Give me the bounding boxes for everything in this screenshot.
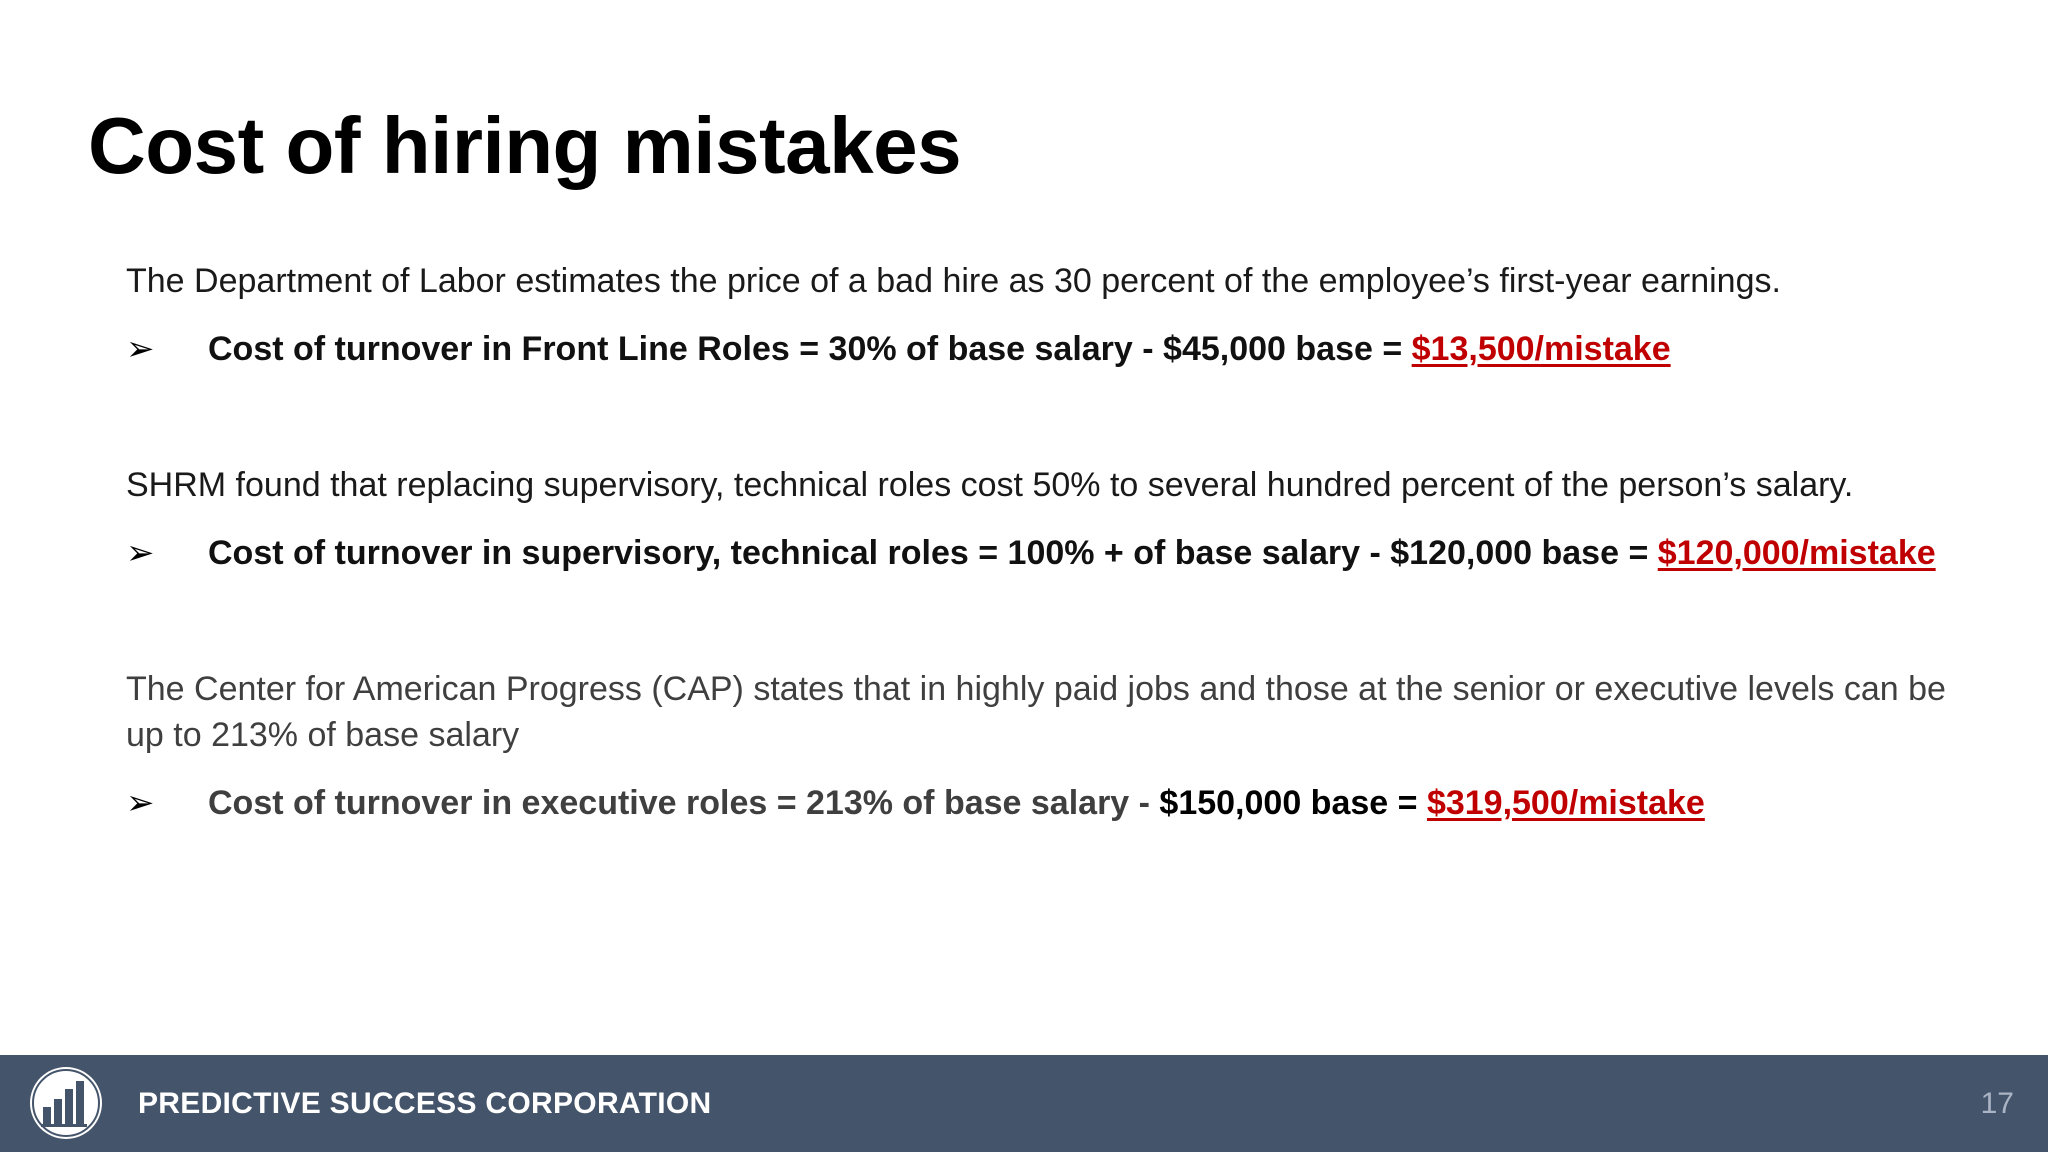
page-number: 17 bbox=[1980, 1087, 2014, 1120]
section-intro: SHRM found that replacing supervisory, technical roles cost 50% to several hundred percent of the person’s salary. bbox=[126, 466, 1854, 504]
bullet-main-text: Cost of turnover in executive roles = 213% of base salary - bbox=[208, 784, 1160, 822]
bullet-text bbox=[208, 326, 1671, 372]
cost-highlight: $319,500/mistake bbox=[1426, 784, 1705, 822]
section-department-of-labor bbox=[126, 258, 1966, 372]
bar-chart-logo-icon bbox=[30, 1067, 102, 1139]
bullet-item bbox=[126, 530, 1966, 576]
bullet-item bbox=[126, 326, 1966, 372]
bullet-text bbox=[208, 780, 1705, 826]
cost-highlight: $120,000/mistake bbox=[1657, 534, 1936, 572]
bullet-item bbox=[126, 780, 1966, 826]
cost-highlight: $13,500/mistake bbox=[1411, 330, 1671, 368]
arrow-bullet-icon: ➢ bbox=[126, 533, 155, 573]
section-intro: The Department of Labor estimates the price of a bad hire as 30 percent of the employee’s first-year earnings. bbox=[126, 262, 1781, 300]
bullet-main-text: Cost of turnover in supervisory, technical roles = 100% + of base salary - $120,000 base = bbox=[208, 534, 1658, 572]
section-intro: The Center for American Progress (CAP) states that in highly paid jobs and those at the senior or executive levels can be up to 213% of base salary bbox=[126, 670, 1946, 754]
section-cap bbox=[126, 666, 1966, 826]
footer-bar bbox=[0, 1055, 2048, 1152]
arrow-bullet-icon: ➢ bbox=[126, 329, 155, 369]
bullet-text bbox=[208, 530, 1936, 576]
bullet-main-text: Cost of turnover in Front Line Roles = 30% of base salary - $45,000 base = bbox=[208, 330, 1412, 368]
company-name: PREDICTIVE SUCCESS CORPORATION bbox=[138, 1087, 712, 1120]
bullet-base-text: $150,000 base = bbox=[1159, 784, 1427, 822]
slide-title: Cost of hiring mistakes bbox=[88, 101, 962, 190]
slide-content bbox=[126, 258, 1966, 826]
section-shrm bbox=[126, 462, 1966, 576]
bar-chart-logo-graphic bbox=[30, 1067, 102, 1139]
arrow-bullet-icon: ➢ bbox=[126, 783, 155, 823]
